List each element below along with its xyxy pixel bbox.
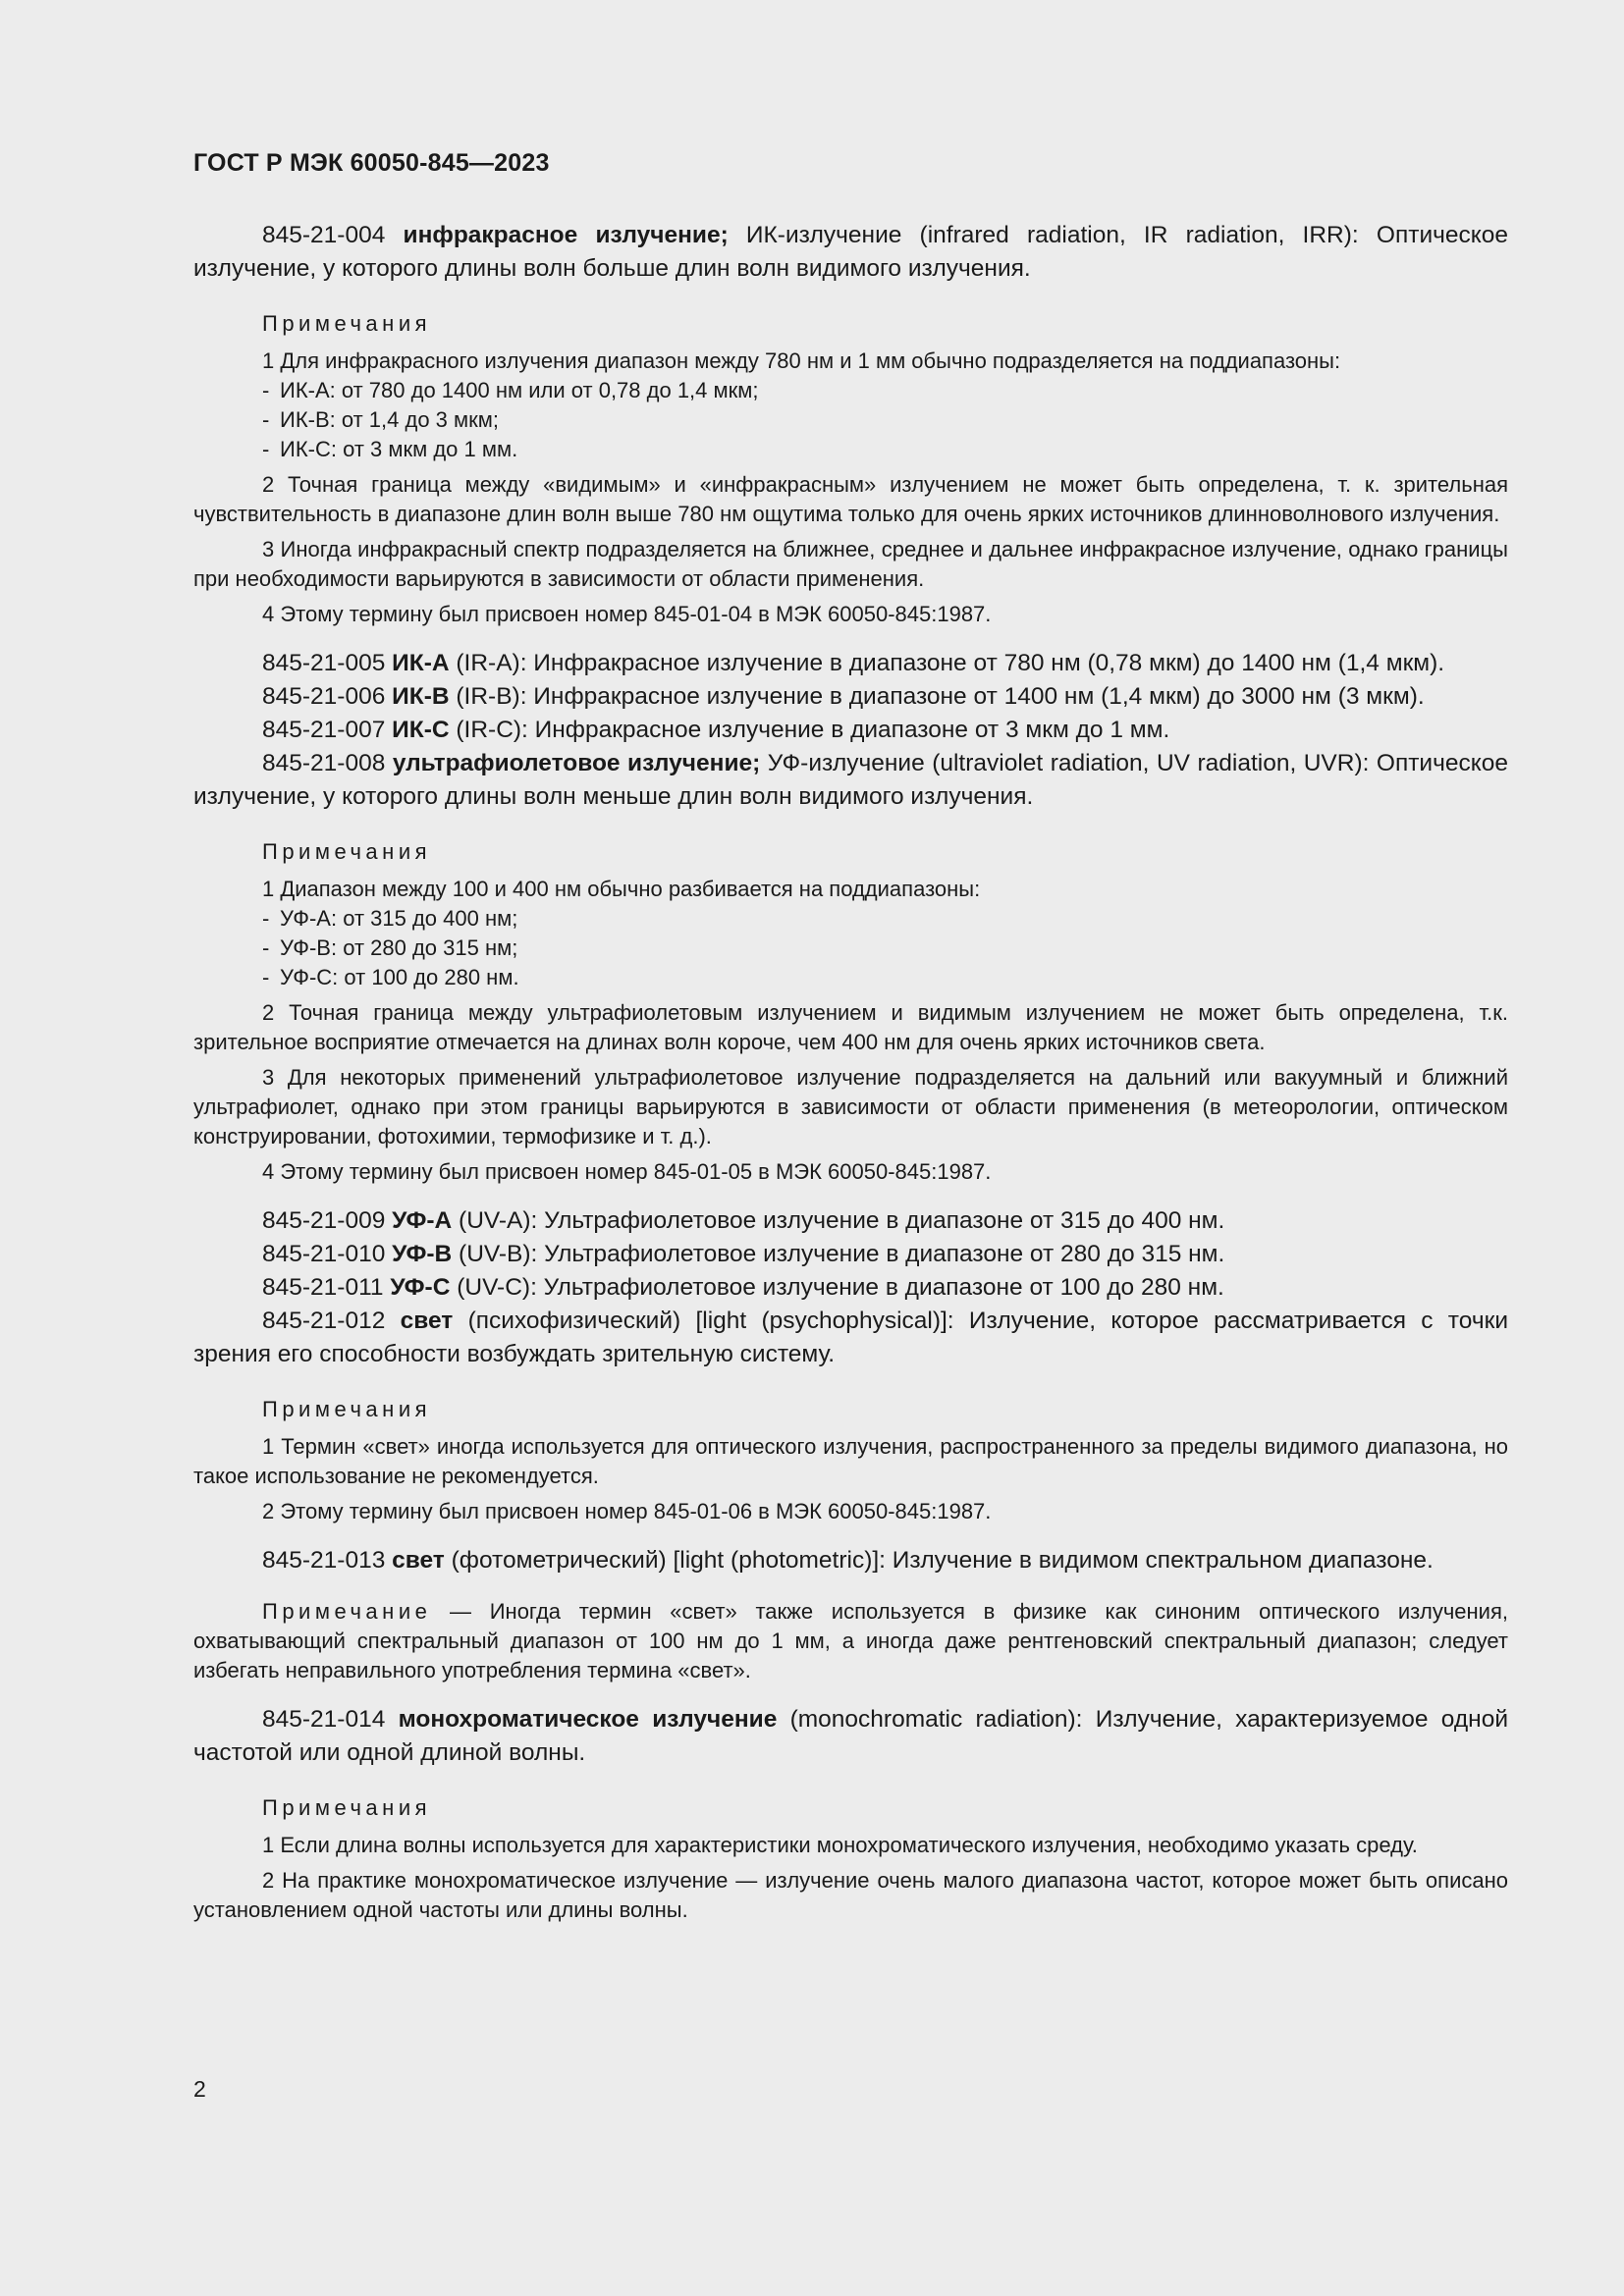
term-845-21-011: 845-21-011 УФ-С (UV-C): Ультрафиолетовое излучение в диапазоне от 100 до 280 нм. — [262, 1274, 1224, 1301]
note-uv-4: 4 Этому термину был присвоен номер 845-01-05 в МЭК 60050-845:1987. — [262, 1159, 992, 1184]
term-845-21-014: 845-21-014 монохроматическое излучение (monochromatic radiation): Излучение, характеризуемое одной частотой или одной длиной волны. — [193, 1706, 1509, 1766]
term-845-21-005: 845-21-005 ИК-А (IR-A): Инфракрасное излучение в диапазоне от 780 нм (0,78 мкм) до 1400 нм (1,4 мкм). — [262, 650, 1445, 676]
note-light-1: 1 Термин «свет» иногда используется для оптического излучения, распространенного за пределы видимого диапазона, но такое использование не рекомендуется. — [193, 1434, 1508, 1488]
note-light-2: 2 Этому термину был присвоен номер 845-01-06 в МЭК 60050-845:1987. — [262, 1499, 992, 1523]
notes-heading: Примечания — [262, 311, 432, 336]
list-item: - УФ-А: от 315 до 400 нм; — [262, 906, 518, 931]
term-number: 845-21-004 — [262, 222, 386, 248]
term-definition: ИК-излучение (infrared radiation, IR radiation, IRR): Оптическое излучение, у которого длины волн больше длин волн видимого излучения. — [193, 222, 1509, 282]
note-uv-3: 3 Для некоторых применений ультрафиолетовое излучение подразделяется на дальний или вакуумный и ближний ультрафиолет, однако при этом границы варьируются в зависимости от области применения (в метеорологии, оптическом конструировании, фотохимии, термофизике и т. д.). — [193, 1065, 1508, 1148]
term-845-21-006: 845-21-006 ИК-В (IR-B): Инфракрасное излучение в диапазоне от 1400 нм (1,4 мкм) до 3000 нм (3 мкм). — [262, 683, 1425, 710]
note-uv-2: 2 Точная граница между ультрафиолетовым излучением и видимым излучением не может быть определена, т.к. зрительное восприятие отмечается на длинах волн короче, чем 400 нм для очень ярких источников света. — [193, 1000, 1508, 1054]
note-ir-4: 4 Этому термину был присвоен номер 845-01-04 в МЭК 60050-845:1987. — [262, 602, 992, 626]
term-name: инфракрасное излучение; — [403, 222, 729, 248]
term-845-21-010: 845-21-010 УФ-В (UV-B): Ультрафиолетовое излучение в диапазоне от 280 до 315 нм. — [262, 1241, 1225, 1267]
list-item: - УФ-С: от 100 до 280 нм. — [262, 965, 519, 989]
notes-heading: Примечания — [262, 1397, 432, 1421]
term-845-21-013: 845-21-013 свет (фотометрический) [light (photometric)]: Излучение в видимом спектральном диапазоне. — [262, 1547, 1434, 1574]
note-ir-1: 1 Для инфракрасного излучения диапазон между 780 нм и 1 мм обычно подразделяется на поддиапазоны: — [262, 348, 1341, 373]
page-number: 2 — [193, 2076, 206, 2102]
term-845-21-012: 845-21-012 свет (психофизический) [light (psychophysical)]: Излучение, которое рассматривается с точки зрения его способности возбуждать зрительную систему. — [193, 1308, 1509, 1367]
list-item: - ИК-А: от 780 до 1400 нм или от 0,78 до 1,4 мкм; — [262, 378, 759, 402]
term-845-21-009: 845-21-009 УФ-А (UV-A): Ультрафиолетовое излучение в диапазоне от 315 до 400 нм. — [262, 1207, 1225, 1234]
note-mono-2: 2 На практике монохроматическое излучение — излучение очень малого диапазона частот, которое может быть описано установлением одной частоты или длины волны. — [193, 1868, 1508, 1922]
note-ir-2: 2 Точная граница между «видимым» и «инфракрасным» излучением не может быть определена, т. к. зрительная чувствительность в диапазоне длин волн выше 780 нм ощутима только для очень ярких источников длинноволнового излучения. — [193, 472, 1508, 526]
document-header: ГОСТ Р МЭК 60050-845—2023 — [193, 149, 550, 177]
notes-heading: Примечания — [262, 1795, 432, 1820]
list-item: - УФ-В: от 280 до 315 нм; — [262, 935, 518, 960]
note-photometric: Примечание — Иногда термин «свет» также используется в физике как синоним оптического излучения, охватывающий спектральный диапазон от 100 нм до 1 мм, а иногда даже рентгеновский спектральный диапазон; следует избегать неправильного употребления термина «свет». — [193, 1599, 1508, 1682]
note-ir-3: 3 Иногда инфракрасный спектр подразделяется на ближнее, среднее и дальнее инфракрасное излучение, однако границы при необходимости варьируются в зависимости от области применения. — [193, 537, 1508, 591]
list-item: - ИК-С: от 3 мкм до 1 мм. — [262, 437, 518, 461]
term-845-21-007: 845-21-007 ИК-С (IR-C): Инфракрасное излучение в диапазоне от 3 мкм до 1 мм. — [262, 717, 1170, 743]
note-uv-1: 1 Диапазон между 100 и 400 нм обычно разбивается на поддиапазоны: — [262, 877, 981, 901]
note-heading-single: Примечание — [262, 1599, 432, 1624]
term-845-21-008: 845-21-008 ультрафиолетовое излучение; УФ-излучение (ultraviolet radiation, UV radiation, UVR): Оптическое излучение, у которого длины волн меньше длин волн видимого излучения. — [193, 750, 1508, 810]
list-item: - ИК-В: от 1,4 до 3 мкм; — [262, 407, 500, 432]
term-845-21-004 — [193, 219, 1508, 286]
notes-heading: Примечания — [262, 839, 432, 864]
note-mono-1: 1 Если длина волны используется для характеристики монохроматического излучения, необходимо указать среду. — [262, 1833, 1418, 1857]
